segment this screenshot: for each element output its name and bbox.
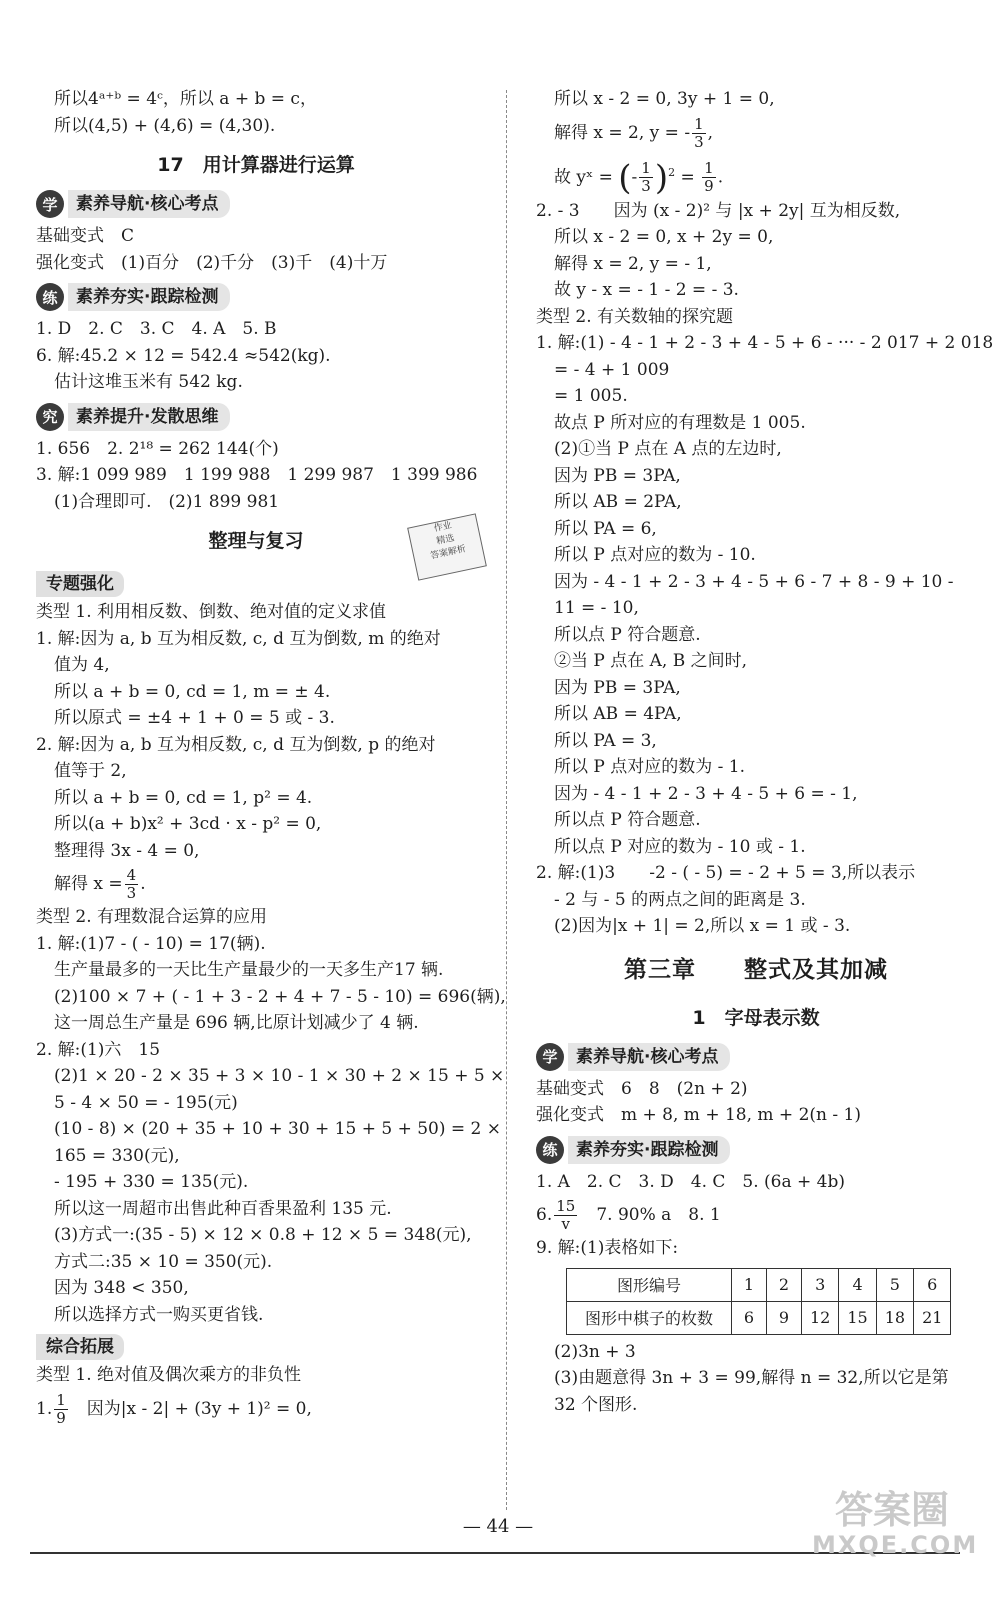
- badge-learn-icon: 学: [36, 190, 64, 218]
- text-line: 所以4ᵃ⁺ᵇ = 4ᶜ，所以 a + b = c，: [54, 89, 317, 109]
- text-line: 估计这堆玉米有 542 kg.: [54, 372, 243, 392]
- text-line: 165 = 330(元),: [54, 1145, 180, 1166]
- text-line: 因为 PB = 3PA,: [554, 465, 681, 486]
- text-line: = - 4 + 1 009: [554, 359, 670, 380]
- text-line: 2. 解:(1)3 -2 - ( - 5) = - 2 + 5 = 3,所以表示: [536, 863, 916, 884]
- denominator: 9: [704, 177, 714, 196]
- numerator: 4: [126, 866, 137, 884]
- text-line: (2)100 × 7 + ( - 1 + 3 - 2 + 4 + 7 - 5 - 10) = 696(辆),: [54, 986, 506, 1007]
- banner-label: 素养提升·发散思维: [68, 403, 230, 431]
- table-cell: 4: [839, 1268, 876, 1301]
- fraction: [692, 116, 706, 151]
- text-line: 基础变式 6 8 (2n + 2): [536, 1078, 748, 1099]
- text-line: 所以 AB = 4PA,: [554, 704, 682, 725]
- text-line: 所以 x - 2 = 0, x + 2y = 0,: [554, 227, 774, 248]
- banner-label: 素养导航·核心考点: [68, 190, 230, 218]
- text-line: 整理得 3x - 4 = 0,: [54, 840, 200, 861]
- text: 故 yˣ =: [554, 167, 613, 188]
- text-line-fraction: [36, 864, 476, 904]
- text-line: 所以 x - 2 = 0, 3y + 1 = 0,: [554, 89, 775, 109]
- text: 6.: [536, 1205, 553, 1226]
- text-line: 强化变式 m + 8, m + 18, m + 2(n - 1): [536, 1105, 861, 1126]
- text-line: 32 个图形.: [554, 1394, 638, 1415]
- numerator: 1: [694, 114, 704, 133]
- text-line: 值为 4,: [54, 655, 110, 675]
- tag-special: 专题强化: [36, 571, 124, 597]
- text-line: 5 - 4 × 50 = - 195(元): [54, 1092, 238, 1113]
- table-header-cell: 图形中棋子的枚数: [567, 1301, 732, 1334]
- banner-navigation: [36, 189, 476, 219]
- section-title-17: 17 用计算器进行运算: [157, 154, 355, 176]
- text-line: 所以 PA = 3,: [554, 730, 657, 751]
- table-row: [567, 1268, 951, 1301]
- text-line: (10 - 8) × (20 + 35 + 10 + 30 + 15 + 5 + 50) = 2 ×: [54, 1119, 502, 1139]
- text-line: 2. - 3 因为 (x - 2)² 与 |x + 2y| 互为相反数,: [536, 200, 901, 221]
- table-cell: 3: [802, 1268, 839, 1301]
- page-number: — 44 —: [462, 1516, 534, 1537]
- text-line: 所以点 P 对应的数为 - 10 或 - 1.: [554, 836, 806, 857]
- text-line-fraction: [36, 1389, 476, 1429]
- stamp-line-2: 精选: [435, 533, 456, 547]
- table-row: [567, 1301, 951, 1334]
- text-line: - 2 与 - 5 的两点之间的距离是 3.: [554, 889, 806, 910]
- text: .: [717, 167, 724, 188]
- text: 1.: [36, 1398, 53, 1419]
- chapter-title: 第三章 整式及其加减: [624, 956, 888, 983]
- text-line-fraction: [536, 1195, 976, 1235]
- table-cell: 6: [914, 1268, 951, 1301]
- watermark-url: MXQE.COM: [812, 1531, 979, 1559]
- text: 因为|x - 2| + (3y + 1)² = 0,: [69, 1398, 312, 1419]
- text-line: 所以 P 点对应的数为 - 10.: [554, 545, 756, 566]
- table-cell: 12: [802, 1301, 839, 1334]
- right-column: [536, 86, 994, 1418]
- numerator: 1: [641, 159, 651, 178]
- denominator: 3: [126, 884, 137, 902]
- left-column: [36, 86, 506, 1429]
- text-line: (2)①当 P 点在 A 点的左边时,: [554, 439, 782, 460]
- text-line: 1. 解:(1)7 - ( - 10) = 17(辆).: [36, 933, 266, 954]
- banner-navigation: [536, 1042, 976, 1072]
- denominator: 9: [56, 1408, 66, 1427]
- stamp-line-3: 答案解析: [429, 544, 467, 562]
- stamp-line-1: 作业: [432, 520, 453, 535]
- text-line: 因为 348 < 350,: [54, 1278, 189, 1298]
- banner-practice: [36, 282, 476, 312]
- type-title: 类型 2. 有理数混合运算的应用: [36, 907, 268, 927]
- text-line: (2)1 × 20 - 2 × 35 + 3 × 10 - 1 × 30 + 2 × 15 + 5 ×: [54, 1066, 505, 1086]
- paren-left: (: [618, 157, 632, 198]
- section-title-1: 1 字母表示数: [692, 1006, 820, 1029]
- badge-learn-icon: 学: [536, 1043, 564, 1071]
- text: 解得 x = 2, y = -: [554, 122, 691, 143]
- text-line: 所以点 P 符合题意.: [554, 810, 701, 831]
- text-line: 1. 解:因为 a, b 互为相反数, c, d 互为倒数, m 的绝对: [36, 628, 441, 649]
- text-line: (2)3n + 3: [554, 1341, 636, 1362]
- type-title: 类型 2. 有关数轴的探究题: [536, 306, 734, 327]
- text: 解得 x =: [54, 874, 123, 894]
- text-line: 所以点 P 符合题意.: [554, 624, 701, 645]
- table-cell: 21: [914, 1301, 951, 1334]
- text-line: 因为 - 4 - 1 + 2 - 3 + 4 - 5 + 6 = - 1,: [554, 783, 858, 804]
- text-line: 所以 P 点对应的数为 - 1.: [554, 757, 746, 778]
- text-line: 基础变式 C: [36, 226, 135, 246]
- text-line: 6. 解:45.2 × 12 = 542.4 ≈542(kg).: [36, 345, 331, 366]
- table-cell: 6: [732, 1301, 767, 1334]
- text-line: 所以选择方式一购买更省钱.: [54, 1304, 264, 1325]
- text-line: (3)方式一:(35 - 5) × 12 × 0.8 + 12 × 5 = 348(元),: [54, 1225, 472, 1245]
- text-line: 1. 656 2. 2¹⁸ = 262 144(个): [36, 438, 279, 459]
- text-line: 所以原式 = ±4 + 1 + 0 = 5 或 - 3.: [54, 708, 335, 728]
- table-cell: 5: [876, 1268, 913, 1301]
- badge-explore-icon: 究: [36, 403, 64, 431]
- text-line: 1. D 2. C 3. C 4. A 5. B: [36, 319, 277, 339]
- table-cell: 9: [767, 1301, 802, 1334]
- text-line-fraction: [536, 113, 976, 153]
- text-line: 3. 解:1 099 989 1 199 988 1 299 987 1 399 986: [36, 465, 478, 485]
- fraction: [702, 160, 716, 195]
- table-cell: 15: [839, 1301, 876, 1334]
- watermark-logo: [812, 1488, 979, 1559]
- text-line: 所以 a + b = 0, cd = 1, p² = 4.: [54, 787, 313, 808]
- text-line: 所以(4,5) + (4,6) = (4,30).: [54, 115, 276, 136]
- text-line: 2. 解:(1)六 15: [36, 1039, 161, 1060]
- badge-practice-icon: 练: [536, 1136, 564, 1164]
- paren-right: ): [654, 157, 669, 198]
- pattern-table: [566, 1268, 951, 1335]
- text-line: 解得 x = 2, y = - 1,: [554, 253, 712, 274]
- text-line: 1. 解:(1) - 4 - 1 + 2 - 3 + 4 - 5 + 6 - ··· - 2 017 + 2 018: [536, 333, 994, 354]
- banner-label: 素养夯实·跟踪检测: [68, 283, 230, 311]
- text-line: 方式二:35 × 10 = 350(元).: [54, 1251, 273, 1272]
- text-line: (1)合理即可. (2)1 899 981: [54, 491, 280, 512]
- banner-practice: [536, 1135, 976, 1165]
- text: ,: [707, 122, 714, 143]
- denominator: 3: [641, 177, 651, 196]
- column-divider: [506, 90, 507, 1510]
- type-title: 类型 1. 绝对值及偶次乘方的非负性: [36, 1365, 302, 1385]
- text-line: 因为 PB = 3PA,: [554, 677, 681, 698]
- text-line: (2)因为|x + 1| = 2,所以 x = 1 或 - 3.: [554, 916, 851, 937]
- text-line: 2. 解:因为 a, b 互为相反数, c, d 互为倒数, p 的绝对: [36, 734, 436, 755]
- table-header-cell: 图形编号: [567, 1268, 732, 1301]
- fraction: [125, 867, 139, 902]
- text-line: 生产量最多的一天比生产量最少的一天多生产17 辆.: [54, 960, 444, 980]
- text-line: 9. 解:(1)表格如下:: [536, 1238, 679, 1259]
- exponent: 2: [668, 165, 676, 179]
- denominator: v: [561, 1215, 571, 1234]
- numerator: 15: [556, 1197, 576, 1216]
- denominator: 3: [694, 132, 704, 151]
- text-line: 强化变式 (1)百分 (2)千分 (3)千 (4)十万: [36, 252, 388, 273]
- text-line: 所以 a + b = 0, cd = 1, m = ± 4.: [54, 681, 331, 702]
- text-line: 故点 P 所对应的有理数是 1 005.: [554, 412, 806, 433]
- fraction: [54, 1392, 68, 1427]
- numerator: 1: [704, 159, 714, 178]
- text-line: = 1 005.: [554, 386, 628, 407]
- text-line: 因为 - 4 - 1 + 2 - 3 + 4 - 5 + 6 - 7 + 8 - 9 + 10 -: [554, 571, 954, 592]
- text-line: 1. A 2. C 3. D 4. C 5. (6a + 4b): [536, 1171, 846, 1192]
- text-line: 所以(a + b)x² + 3cd · x - p² = 0,: [54, 814, 322, 834]
- badge-practice-icon: 练: [36, 283, 64, 311]
- fraction: [639, 160, 653, 195]
- text-line: 所以 PA = 6,: [554, 518, 657, 539]
- text-line: 值等于 2,: [54, 761, 127, 781]
- banner-label: 素养夯实·跟踪检测: [568, 1136, 730, 1164]
- section-title-review: 整理与复习: [208, 530, 304, 552]
- table-cell: 18: [876, 1301, 913, 1334]
- text-line: - 195 + 330 = 135(元).: [54, 1172, 249, 1192]
- text-line: 所以这一周超市出售此种百香果盈利 135 元.: [54, 1198, 392, 1219]
- type-title: 类型 1. 利用相反数、倒数、绝对值的定义求值: [36, 602, 387, 622]
- table-cell: 2: [767, 1268, 802, 1301]
- text: 7. 90% a 8. 1: [579, 1205, 721, 1226]
- text-line: 这一周总生产量是 696 辆,比原计划减少了 4 辆.: [54, 1013, 419, 1033]
- tag-extension: 综合拓展: [36, 1334, 124, 1360]
- text: .: [140, 874, 146, 894]
- text-line: 11 = - 10,: [554, 598, 639, 619]
- text-line: 所以 AB = 2PA,: [554, 492, 682, 513]
- watermark-text: 答案圈: [834, 1488, 949, 1532]
- banner-explore: [36, 402, 476, 432]
- banner-label: 素养导航·核心考点: [568, 1043, 730, 1071]
- text-line: (3)由题意得 3n + 3 = 99,解得 n = 32,所以它是第: [554, 1368, 949, 1389]
- text-line: 故 y - x = - 1 - 2 = - 3.: [554, 280, 739, 301]
- fraction: [554, 1198, 577, 1233]
- text-line-fraction: 故 yˣ = (- $\frac{1}{3}$ )$^2$ = $\frac{1}{9}$ .: [554, 157, 724, 198]
- text-line: ②当 P 点在 A, B 之间时,: [554, 651, 748, 672]
- numerator: 1: [56, 1390, 66, 1409]
- table-cell: 1: [732, 1268, 767, 1301]
